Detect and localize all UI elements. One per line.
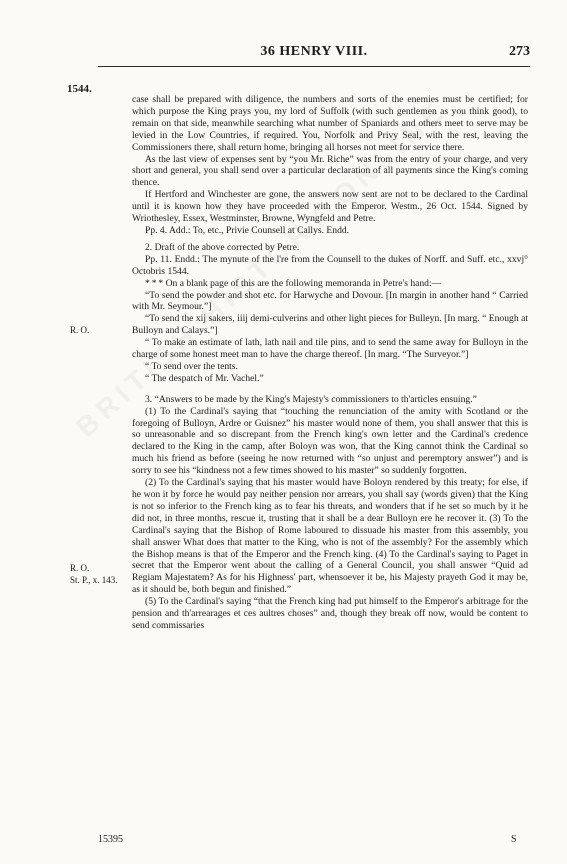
paragraph: 3. “Answers to be made by the King's Majesty's commissioners to th'articles ensuing.” <box>145 393 477 405</box>
main-text <box>132 94 528 632</box>
paragraph: 2. Draft of the above corrected by Petre. <box>145 241 300 253</box>
margin-note-ro-2: R. O. <box>70 563 90 573</box>
paragraph: (2) To the Cardinal's saying that his master would have Boloyn rendered by this treaty; for else, if he won it by force he would pay neither pension nor arrears, you shall say (words given) that the King is not so inferior to the French king as to fear his threats, and wonders that if he set so much by it he did not, in three months, rescue it, trusting that it shall be a dear Bulloyn ere he recover it. (3) To the Cardinal's saying that the Bishop of Rome laboured to dissuade his master from this assembly, you shall answer What does that matter to the King, who is not of the assembly? For the assembly which the Bishop means is that of the Emperor and the French king. (4) To the Cardinal's saying to Paget in secret that the Emperor went about the calling of a General Council, you shall answer “Quid ad Regiam Majestatem? As for his Highness' part, whensoever it be, his Majesty prayeth God it may be, as it should be, both begun and finished.” <box>132 477 528 596</box>
printer-signature: 15395 <box>98 834 123 845</box>
paragraph: Pp. 11. Endd.: The mynute of the l're from the Counsell to the dukes of Norff. and Suff. etc., xxvj° Octobris 1544. <box>132 253 528 277</box>
header-rule <box>98 66 530 67</box>
paragraph: “To send the xij sakers, iiij demi-culverins and other light pieces for Bulleyn. [In marg. “ Enough at Bulloyn and Calays.”] <box>132 313 528 337</box>
paragraph: * * * On a blank page of this are the following memoranda in Petre's hand:— <box>145 277 442 289</box>
sheet-mark: S <box>511 834 517 845</box>
paragraph: (1) To the Cardinal's saying that “touching the renunciation of the amity with Scotland or the foregoing of Bulloyn, Ardre or Guisnez” his master would none of them, you shall answer that this is so unreasonable and so discrepant from the French king's own letter and the Cardinal's credence declared to the King in the camp, after Boloyn was won, that the King cannot think the Cardinal so much his friend as before (seeing he now returned with “so unjust and peremptory answer”) and is sorry to see his “kindness not a few times showed to his master” so suddenly forgotten. <box>132 405 528 477</box>
paragraph: “ To make an estimate of lath, lath nail and tile pins, and to send the same away for Bulloyn in the charge of some honest meet man to have the charge thereof. [In marg. “The Surveyor.”] <box>132 337 528 361</box>
paragraph: Pp. 4. Add.: To, etc., Privie Counsell at Callys. Endd. <box>145 224 350 236</box>
margin-note-ro-1: R. O. <box>70 325 90 335</box>
paragraph: As the last view of expenses sent by “you Mr. Riche” was from the entry of your charge, and very short and general, you shall send over a particular declaration of all payments since the King's coming thence. <box>132 153 528 189</box>
paragraph: (5) To the Cardinal's saying “that the French king had put himself to the Emperor's arbitrage for the pension and th'arrearages et ces aultres choses” and, though they break off now, would be content to send commissaries <box>132 596 528 631</box>
year-marker: 1544. <box>67 83 92 95</box>
paragraph: “To send the powder and shot etc. for Harwyche and Dovour. [In margin in another hand “ Carried with Mr. Seymour.”] <box>132 289 528 313</box>
page-number: 273 <box>509 44 530 59</box>
paragraph: If Hertford and Winchester are gone, the answers now sent are not to be declared to the Cardinal until it is known how they have proceeded with the Emperor. Westm., 26 Oct. 1544. Signed by Wriothesley, Essex, Westminster, Browne, Wyngfeld and Petre. <box>132 189 528 225</box>
running-header <box>98 44 530 64</box>
paragraph: “ To send over the tents. <box>145 360 238 372</box>
paragraph: “ The despatch of Mr. Vachel.” <box>145 372 264 384</box>
page-title: 36 HENRY VIII. <box>260 44 368 59</box>
margin-note-state-papers: St. P., x. 143. <box>70 575 118 585</box>
paragraph: case shall be prepared with diligence, the numbers and sorts of the enemies must be certified; for which purpose the King prays you, my lord of Suffolk (with such gentlemen as you think good), to remain on that side, meanwhile searching what number of Spaniards and others meet to serve may be levied in the Low Countries, if required. You, Norfolk and Privy Seal, with the rest, leaving the Commissioners there, shall return home, bringing all horses not meet for service there. <box>132 94 528 153</box>
